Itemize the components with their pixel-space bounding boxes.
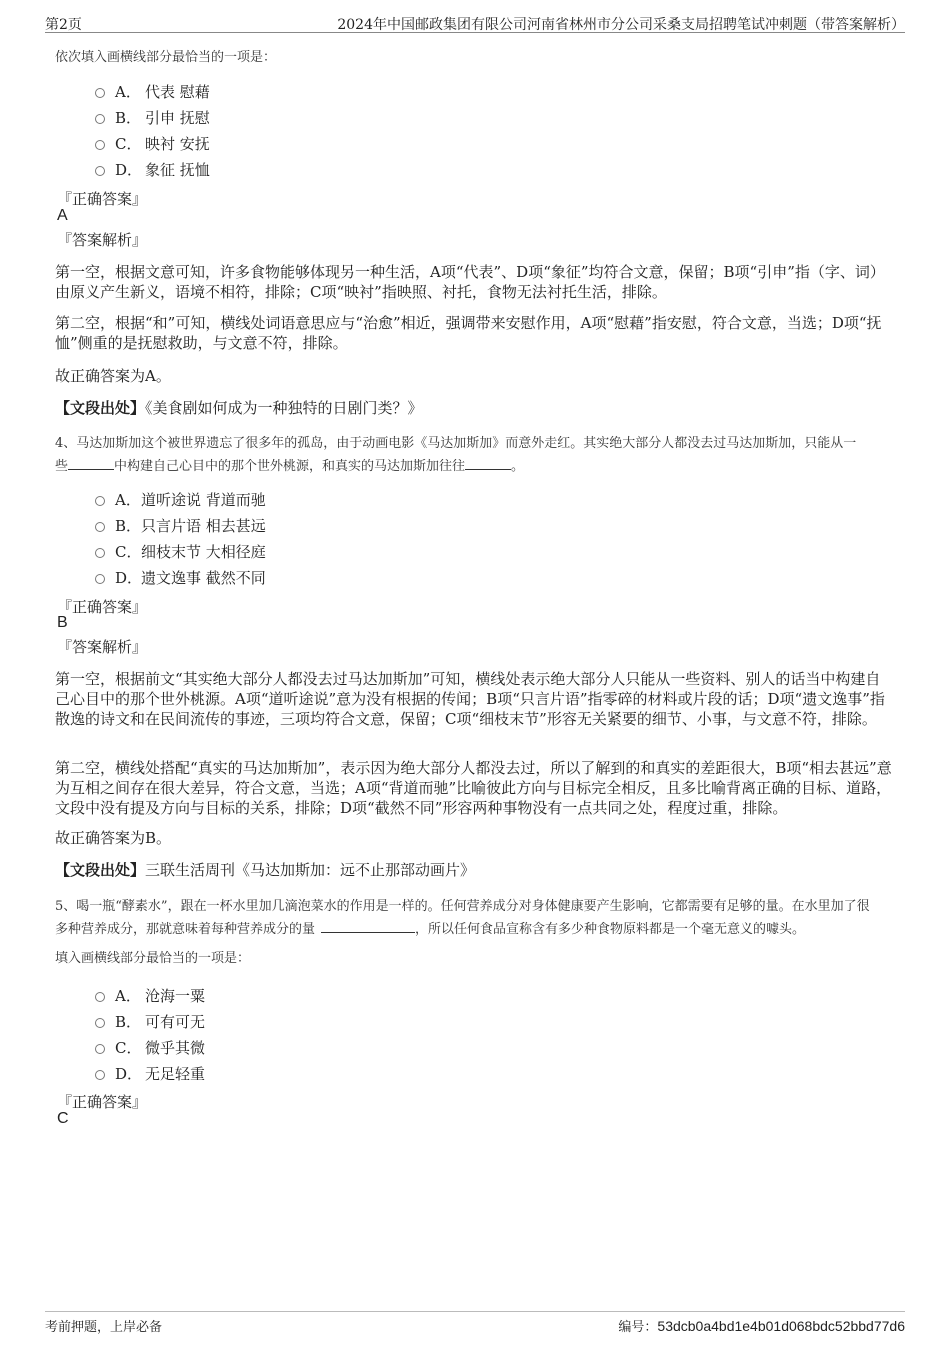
radio-icon[interactable] (95, 1044, 105, 1054)
option-text: 代表 慰藉 (145, 82, 210, 101)
option-letter: D． (115, 568, 143, 587)
q5-text-b: 多种营养成分，那就意味着每种营养成分的量 (55, 922, 316, 937)
q4-option-a[interactable] (95, 486, 266, 512)
q5-option-a[interactable] (95, 982, 205, 1008)
q3-option-a[interactable] (95, 78, 210, 104)
q4-option-b[interactable] (95, 512, 266, 538)
radio-icon[interactable] (95, 1018, 105, 1028)
q4-prompt-line2 (55, 455, 895, 478)
q4-analysis-1: 第一空，根据前文“其实绝大部分人都没去过马达加斯加”可知，横线处表示绝大部分人只能从一些资料、别人的话当中构建自己心目中的那个世外桃源。A项“道听途说”意为没有根据的传闻；B项“只言片语”指零碎的材料或片段的话；D项“遗文逸事”指散逸的诗文和在民间流传的事迹，三项均符合文意，保留；C项“细枝末节”形容无关紧要的细节、小事，与文意不符，排除。 (55, 670, 885, 728)
source-text: 《美食剧如何成为一种独特的日剧门类？》 (145, 399, 423, 417)
source-label: 【文段出处】 (55, 861, 146, 879)
option-letter: A． (115, 82, 141, 101)
radio-icon[interactable] (95, 496, 105, 506)
option-letter: B． (115, 1012, 142, 1031)
option-text: 映衬 安抚 (145, 134, 210, 153)
q5-prompt-line2 (55, 918, 895, 941)
option-letter: C． (115, 134, 142, 153)
option-text: 可有可无 (145, 1012, 206, 1031)
q4-blank-1 (68, 455, 114, 470)
option-letter: B． (115, 108, 142, 127)
q3-analysis-2: 第二空，根据“和”可知，横线处词语意思应与“治愈”相近，强调带来安慰作用，A项“慰藉”指安慰，符合文意，当选；D项“抚恤”侧重的是抚慰救助，与文意不符，排除。 (55, 314, 882, 352)
radio-icon[interactable] (95, 88, 105, 98)
footer-code-label: 编号： (618, 1320, 658, 1335)
option-letter: B． (115, 516, 142, 535)
q3-options (95, 78, 210, 182)
page-footer (45, 1311, 905, 1337)
q3-source (55, 398, 895, 418)
q4-text-c: 中构建自己心目中的那个世外桃源，和真实的马达加斯加往往 (114, 459, 466, 474)
q4-answer: B (57, 614, 68, 631)
option-text: 道听途说 背道而驰 (141, 490, 266, 509)
q3-option-d[interactable] (95, 156, 210, 182)
page-number: 第2页 (45, 17, 82, 33)
q5-answer: C (57, 1110, 69, 1127)
q5-option-b[interactable] (95, 1008, 205, 1034)
q3-analysis-3: 故正确答案为A。 (55, 367, 171, 385)
q4-text-b: 些 (55, 459, 69, 474)
q4-analysis-label: 『答案解析』 (57, 638, 148, 656)
q3-prompt: 依次填入画横线部分最恰当的一项是： (55, 50, 277, 65)
q5-option-c[interactable] (95, 1034, 205, 1060)
option-text: 细枝末节 大相径庭 (141, 542, 266, 561)
option-text: 沧海一粟 (145, 986, 206, 1005)
option-text: 只言片语 相去甚远 (141, 516, 266, 535)
footer-code-value: 53dcb0a4bd1e4b01d068bdc52bbd77d6 (657, 1318, 905, 1334)
option-text: 象征 抚恤 (145, 160, 210, 179)
q5-option-d[interactable] (95, 1060, 205, 1086)
footer-code (618, 1316, 905, 1335)
q4-source (55, 860, 895, 880)
radio-icon[interactable] (95, 574, 105, 584)
radio-icon[interactable] (95, 166, 105, 176)
option-text: 遗文逸事 截然不同 (141, 568, 266, 587)
q3-option-c[interactable] (95, 130, 210, 156)
q3-option-b[interactable] (95, 104, 210, 130)
q4-options (95, 486, 266, 590)
document-title: 2024年中国邮政集团有限公司河南省林州市分公司采桑支局招聘笔试冲刺题（带答案解析） (337, 17, 905, 33)
q3-answer: A (57, 207, 68, 224)
radio-icon[interactable] (95, 1070, 105, 1080)
q4-correct-label: 『正确答案』 (57, 598, 148, 616)
page-header (45, 12, 905, 33)
q5-correct-label: 『正确答案』 (57, 1093, 148, 1111)
q4-analysis-3: 故正确答案为B。 (55, 829, 172, 847)
option-text: 引申 抚慰 (145, 108, 210, 127)
source-text: 三联生活周刊《马达加斯加：远不止那部动画片》 (145, 861, 476, 879)
option-text: 无足轻重 (145, 1064, 206, 1083)
option-letter: C． (115, 542, 142, 561)
q5-prompt-line1: 5、喝一瓶“酵素水”，跟在一杯水里加几滴泡菜水的作用是一样的。任何营养成分对身体健康要产生影响，它都需要有足够的量。在水里加了很 (55, 899, 870, 914)
q4-analysis-2: 第二空，横线处搭配“真实的马达加斯加”，表示因为绝大部分人都没去过，所以了解到的和真实的差距很大，B项“相去甚远”意为互相之间存在很大差异，符合文意，当选；A项“背道而驰”比喻彼此方向与目标完全相反，且多比喻背离正确的目标、道路，文段中没有提及方向与目标的关系，排除；D项“截然不同”形容两种事物没有一点共同之处，程度过重，排除。 (55, 759, 892, 817)
source-label: 【文段出处】 (55, 399, 146, 417)
q4-option-c[interactable] (95, 538, 266, 564)
radio-icon[interactable] (95, 140, 105, 150)
radio-icon[interactable] (95, 548, 105, 558)
q5-prompt (55, 896, 895, 941)
radio-icon[interactable] (95, 522, 105, 532)
footer-slogan: 考前押题，上岸必备 (45, 1320, 163, 1335)
q5-options (95, 982, 205, 1086)
q4-text-d: 。 (511, 459, 525, 474)
option-letter: D． (115, 1064, 143, 1083)
q3-analysis-1: 第一空，根据文意可知，许多食物能够体现另一种生活，A项“代表”、D项“象征”均符合文意，保留；B项“引申”指（字、词）由原义产生新义，语境不相符，排除；C项“映衬”指映照、衬托，食物无法衬托生活，排除。 (55, 263, 885, 301)
option-text: 微乎其微 (145, 1038, 206, 1057)
q4-blank-2 (465, 455, 511, 470)
radio-icon[interactable] (95, 992, 105, 1002)
option-letter: D． (115, 160, 143, 179)
radio-icon[interactable] (95, 114, 105, 124)
q3-correct-label: 『正确答案』 (57, 190, 148, 208)
q4-prompt-line1: 4、马达加斯加这个被世界遗忘了很多年的孤岛，由于动画电影《马达加斯加》而意外走红。其实绝大部分人都没去过马达加斯加，只能从一 (55, 436, 857, 451)
q5-instruction: 填入画横线部分最恰当的一项是： (55, 951, 251, 966)
option-letter: C． (115, 1038, 142, 1057)
q4-option-d[interactable] (95, 564, 266, 590)
option-letter: A． (115, 986, 141, 1005)
q3-analysis-label: 『答案解析』 (57, 231, 148, 249)
q5-blank (321, 918, 415, 933)
q4-prompt (55, 433, 895, 478)
q5-text-c: ，所以任何食品宣称含有多少种食物原料都是一个毫无意义的噱头。 (415, 922, 806, 937)
option-letter: A． (115, 490, 141, 509)
